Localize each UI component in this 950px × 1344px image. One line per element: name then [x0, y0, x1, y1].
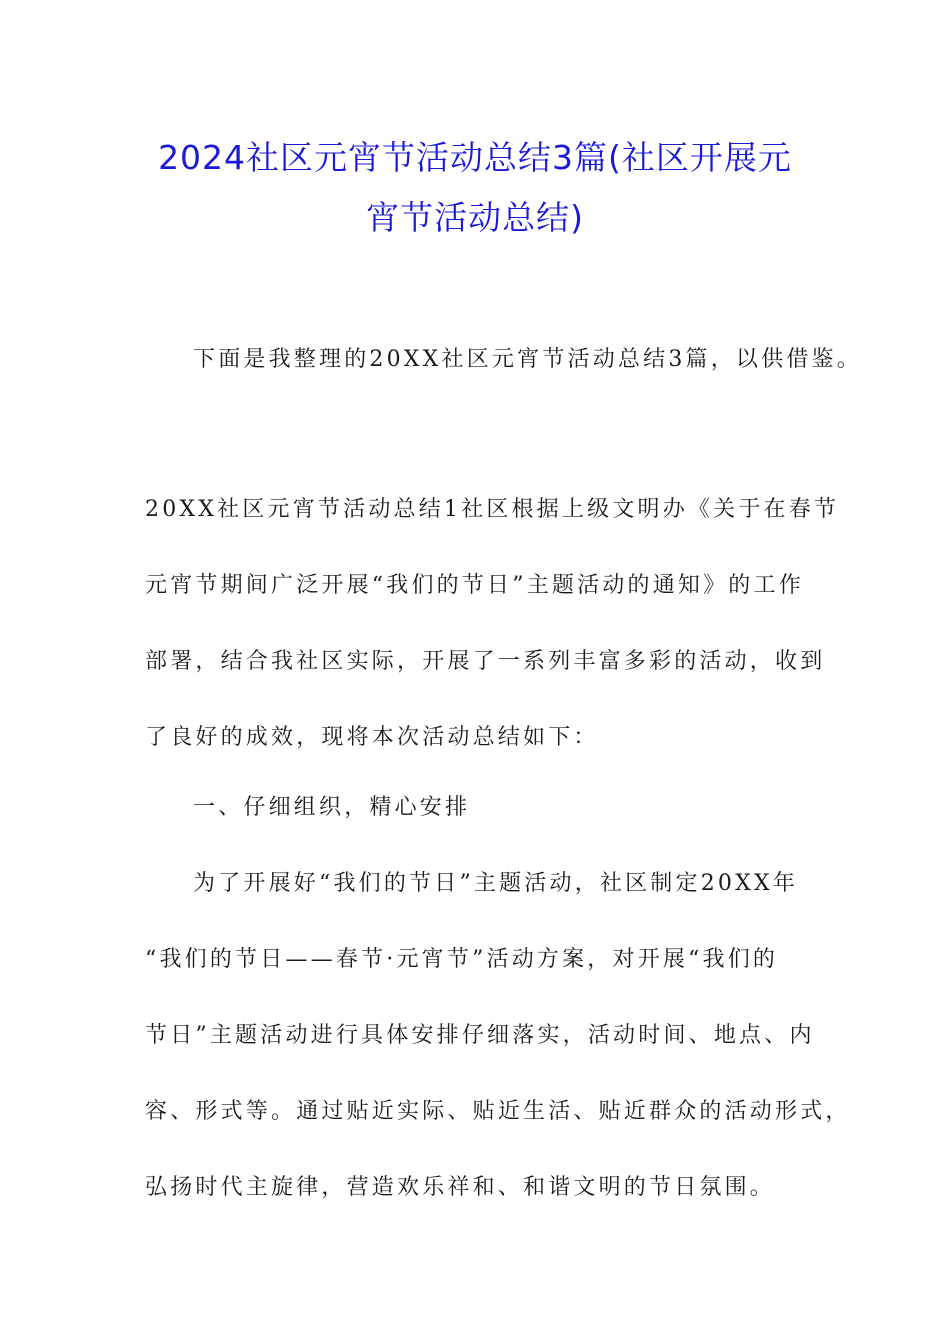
paragraph-line: 为了开展好“我们的节日”主题活动，社区制定20XX年: [193, 871, 799, 896]
paragraph-line: 部署，结合我社区实际，开展了一系列丰富多彩的活动，收到: [145, 649, 826, 674]
summary-paragraph-1: [145, 472, 840, 776]
intro-paragraph: [145, 322, 862, 398]
paragraph-line: 20XX社区元宵节活动总结1社区根据上级文明办《关于在春节: [145, 497, 840, 522]
section-heading-1: [145, 770, 815, 846]
paragraph-line: 了良好的成效，现将本次活动总结如下：: [145, 725, 599, 750]
heading-line: 一、仔细组织，精心安排: [193, 795, 471, 820]
paragraph-line: 容、形式等。通过贴近实际、贴近生活、贴近群众的活动形式，: [145, 1099, 851, 1124]
paragraph-line: 节日”主题活动进行具体安排仔细落实，活动时间、地点、内: [145, 1023, 815, 1048]
paragraph-line: “我们的节日——春节·元宵节”活动方案，对开展“我们的: [145, 947, 779, 972]
document-title: [120, 128, 830, 248]
paragraph-line: 弘扬时代主旋律，营造欢乐祥和、和谐文明的节日氛围。: [145, 1175, 776, 1200]
paragraph-line: 元宵节期间广泛开展“我们的节日”主题活动的通知》的工作: [145, 573, 804, 598]
title-line-1: 2024社区元宵节活动总结3篇(社区开展元: [158, 138, 792, 177]
title-line-2: 宵节活动总结): [366, 198, 584, 237]
summary-paragraph-2: [145, 846, 851, 1226]
intro-line: 下面是我整理的20XX社区元宵节活动总结3篇，以供借鉴。: [193, 347, 862, 372]
